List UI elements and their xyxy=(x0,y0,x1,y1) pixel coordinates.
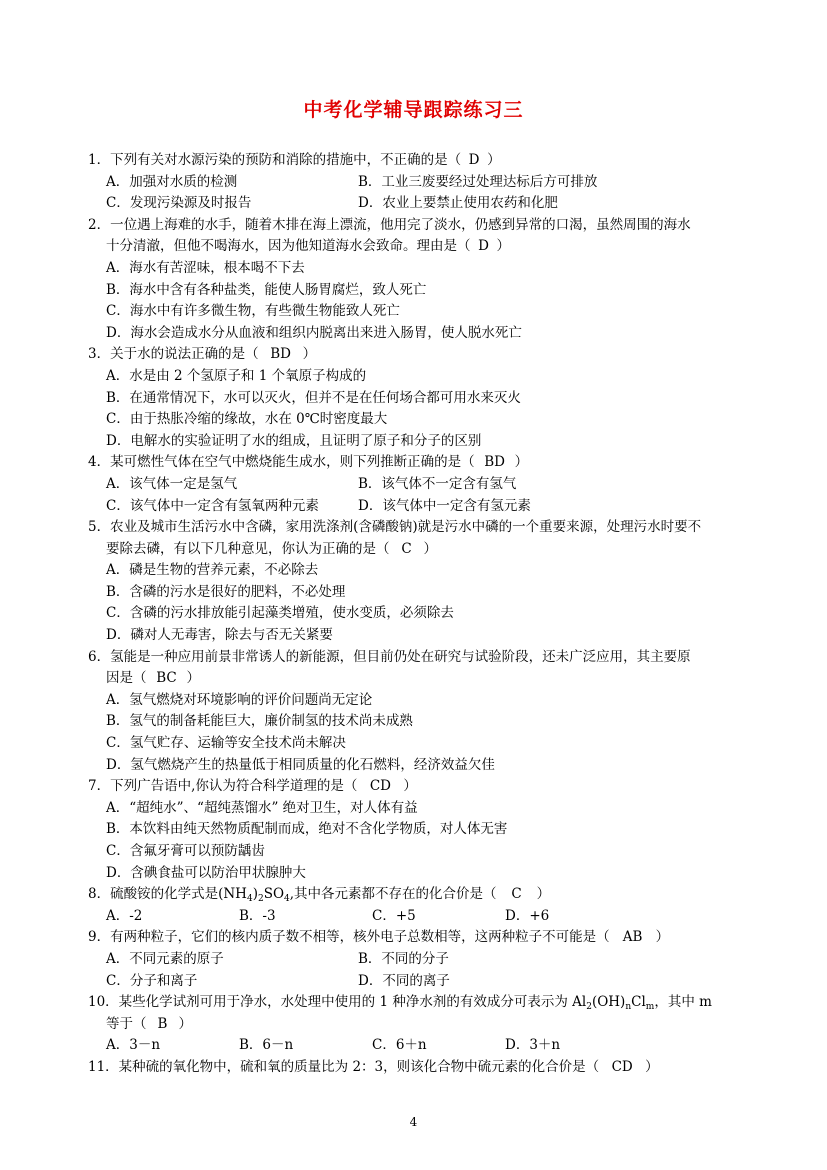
option-b: B．工业三废要经过处理达标后方可排放 xyxy=(358,173,598,190)
question-list xyxy=(88,150,748,1079)
option-a: A．3－n xyxy=(106,1037,161,1054)
option-b: B．6－n xyxy=(239,1037,294,1054)
question-stem-cont: 要除去磷，有以下几种意见，你认为正确的是（ xyxy=(106,540,390,557)
option-d: D．氢气燃烧产生的热量低于相同质量的化石燃料，经济效益欠佳 xyxy=(106,756,495,773)
question-stem: 5．农业及城市生活污水中含磷，家用洗涤剂(含磷酸钠)就是污水中磷的一个重要来源，处理污水时要不 xyxy=(88,519,702,536)
question-stem: 2．一位遇上海难的水手，随着木排在海上漂流，他用完了淡水，仍感到异常的口渴，虽然周围的海水 xyxy=(88,216,691,233)
question-stem: 11．某种硫的氧化物中，硫和氧的质量比为 2：3，则该化合物中硫元素的化合价是（ xyxy=(88,1058,600,1075)
option-b: B．海水中含有各种盐类，能使人肠胃腐烂，致人死亡 xyxy=(106,281,427,298)
option-d: D．海水会造成水分从血液和组织内脱离出来进入肠胃，使人脱水死亡 xyxy=(106,324,522,341)
option-a: A．氢气燃烧对环境影响的评价问题尚无定论 xyxy=(106,691,373,708)
question-stem: 7．下列广告语中,你认为符合科学道理的是（ xyxy=(88,778,358,795)
question-stem-cont: 等于（ xyxy=(106,1015,147,1032)
answer: AB xyxy=(622,929,643,946)
option-d: D．+6 xyxy=(505,907,550,924)
answer: D xyxy=(468,152,480,168)
answer: C xyxy=(401,540,412,557)
question-8 xyxy=(88,884,748,927)
answer: B xyxy=(157,1015,168,1032)
page-title: 中考化学辅导跟踪练习三 xyxy=(303,99,524,121)
option-d: D．不同的离子 xyxy=(358,972,450,989)
option-c: C．发现污染源及时报告 xyxy=(106,195,252,212)
question-stem: 10．某些化学试剂可用于净水，水处理中使用的 1 种净水剂的有效成分可表示为 $Al_2(OH)_nCl_m$，其中 m xyxy=(88,994,712,1013)
option-a: A．-2 xyxy=(106,907,143,924)
question-stem: 3．关于水的说法正确的是（ xyxy=(88,346,259,363)
question-1: 1．下列有关对水源污染的预防和消除的措施中，不正确的是（ D ） A．加强对水质的检测 B．工业三废要经过处理达标后方可排放 C．发现污染源及时报告 D．农业上要禁止使用农药和化肥 xyxy=(88,150,748,215)
question-stem: 9．有两种粒子，它们的核内质子数不相等，核外电子总数相等，这两种粒子不可能是（ xyxy=(88,929,610,946)
option-b: B．本饮料由纯天然物质配制而成，绝对不含化学物质，对人体无害 xyxy=(106,821,508,838)
option-a: A．海水有苦涩味，根本喝不下去 xyxy=(106,259,305,276)
option-c: C．6＋n xyxy=(372,1037,427,1054)
option-b: B．-3 xyxy=(239,907,276,924)
option-c: C．分子和离子 xyxy=(106,972,198,989)
option-b: B．在通常情况下，水可以灭火，但并不是在任何场合都可用水来灭火 xyxy=(106,389,521,406)
option-b: B．含磷的污水是很好的肥料，不必处理 xyxy=(106,583,346,600)
question-stem: 4．某可燃性气体在空气中燃烧能生成水，则下列推断正确的是（ xyxy=(88,454,475,471)
option-c: C．该气体中一定含有氢氧两种元素 xyxy=(106,497,319,514)
question-7: 7．下列广告语中,你认为符合科学道理的是（ CD ） A．“超纯水”、“超纯蒸馏水” 绝对卫生，对人体有益 B．本饮料由纯天然物质配制而成，绝对不含化学物质，对人体无害 C．含氟牙膏可以预防龋齿 D．含碘食盐可以防治甲状腺肿大 xyxy=(88,776,748,884)
question-2: 2．一位遇上海难的水手，随着木排在海上漂流，他用完了淡水，仍感到异常的口渴，虽然周围的海水 十分清澈，但他不喝海水，因为他知道海水会致命。理由是（ D ） A．海水有苦涩味，根本喝不下去 B．海水中含有各种盐类，能使人肠胃腐烂，致人死亡 C．海水中有许多微生物，有些微生物能致人死亡 D．海水会造成水分从血液和组织内脱离出来进入肠胃，使人脱水死亡 xyxy=(88,215,748,345)
option-a: A．“超纯水”、“超纯蒸馏水” 绝对卫生，对人体有益 xyxy=(106,799,418,816)
option-a: A．水是由 2 个氢原子和 1 个氧原子构成的 xyxy=(106,367,367,384)
option-d: D．该气体中一定含有氢元素 xyxy=(358,497,531,514)
question-9: 9．有两种粒子，它们的核内质子数不相等，核外电子总数相等，这两种粒子不可能是（ AB ） A．不同元素的原子 B．不同的分子 C．分子和离子 D．不同的离子 xyxy=(88,927,748,992)
option-a: A．加强对水质的检测 xyxy=(106,173,238,190)
question-3: 3．关于水的说法正确的是（ BD ） A．水是由 2 个氢原子和 1 个氧原子构成的 B．在通常情况下，水可以灭火，但并不是在任何场合都可用水来灭火 C．由于热胀冷缩的缘故，水在 0℃时密度最大 D．电解水的实验证明了水的组成，且证明了原子和分子的区别 xyxy=(88,344,748,452)
question-stem-cont: 十分清澈，但他不喝海水，因为他知道海水会致命。理由是（ xyxy=(106,238,471,255)
answer: CD xyxy=(611,1058,633,1075)
option-a: A．磷是生物的营养元素，不必除去 xyxy=(106,562,319,579)
answer: D xyxy=(478,238,489,255)
question-stem: 6．氢能是一种应用前景非常诱人的新能源，但目前仍处在研究与试验阶段，还未广泛应用，其主要原 xyxy=(88,648,691,665)
option-a: A．不同元素的原子 xyxy=(106,950,224,967)
question-11: 11．某种硫的氧化物中，硫和氧的质量比为 2：3，则该化合物中硫元素的化合价是（ CD ） xyxy=(88,1057,748,1079)
option-c: C．含磷的污水排放能引起藻类增殖，使水变质，必须除去 xyxy=(106,605,454,622)
option-c: C．+5 xyxy=(372,907,416,924)
option-c: C．海水中有许多微生物，有些微生物能致人死亡 xyxy=(106,303,400,320)
answer: BD xyxy=(270,346,291,363)
question-stem: 1．下列有关对水源污染的预防和消除的措施中，不正确的是（ xyxy=(88,152,462,168)
option-d: D．3＋n xyxy=(505,1037,561,1054)
question-stem: 8．硫酸铵的化学式是$(NH_4)_2SO_4$,其中各元素都不存在的化合价是（ C ） xyxy=(88,886,551,905)
answer: BC xyxy=(156,670,177,687)
option-b: B．该气体不一定含有氢气 xyxy=(358,475,517,492)
option-c: C．氢气贮存、运输等安全技术尚未解决 xyxy=(106,735,346,752)
page-number: 4 xyxy=(409,1115,418,1129)
answer: CD xyxy=(369,778,391,795)
question-6: 6．氢能是一种应用前景非常诱人的新能源，但目前仍处在研究与试验阶段，还未广泛应用，其主要原 因是（ BC ） A．氢气燃烧对环境影响的评价问题尚无定论 B．氢气的制备耗能巨大，廉价制氢的技术尚未成熟 C．氢气贮存、运输等安全技术尚未解决 D．氢气燃烧产生的热量低于相同质量的化石燃料，经济效益欠佳 xyxy=(88,647,748,777)
option-d: D．电解水的实验证明了水的组成，且证明了原子和分子的区别 xyxy=(106,432,482,449)
option-c: C．由于热胀冷缩的缘故，水在 0℃时密度最大 xyxy=(106,411,388,428)
option-b: B．不同的分子 xyxy=(358,950,449,967)
option-d: D．农业上要禁止使用农药和化肥 xyxy=(358,195,558,212)
option-d: D．含碘食盐可以防治甲状腺肿大 xyxy=(106,864,306,881)
answer: BD xyxy=(484,454,505,471)
option-c: C．含氟牙膏可以预防龋齿 xyxy=(106,843,265,859)
option-d: D．磷对人无毒害，除去与否无关紧要 xyxy=(106,627,333,644)
question-10: 10．某些化学试剂可用于净水，水处理中使用的 1 种净水剂的有效成分可表示为 $Al_2(OH)_nCl_m$，其中 m 等于（ B ） A．3－n B．6－n C．6＋n D．3＋n xyxy=(88,992,748,1057)
question-stem-cont: 因是（ xyxy=(106,670,147,687)
question-5: 5．农业及城市生活污水中含磷，家用洗涤剂(含磷酸钠)就是污水中磷的一个重要来源，处理污水时要不 要除去磷，有以下几种意见，你认为正确的是（ C ） A．磷是生物的营养元素，不必除去 B．含磷的污水是很好的肥料，不必处理 C．含磷的污水排放能引起藻类增殖，使水变质，必须除去 D．磷对人无毒害，除去与否无关紧要 xyxy=(88,517,748,647)
answer: C xyxy=(511,886,522,903)
option-b: B．氢气的制备耗能巨大，廉价制氢的技术尚未成熟 xyxy=(106,713,413,730)
question-4: 4．某可燃性气体在空气中燃烧能生成水，则下列推断正确的是（ BD ） A．该气体一定是氢气 B．该气体不一定含有氢气 C．该气体中一定含有氢氧两种元素 D．该气体中一定含有氢元素 xyxy=(88,452,748,517)
option-a: A．该气体一定是氢气 xyxy=(106,475,238,492)
